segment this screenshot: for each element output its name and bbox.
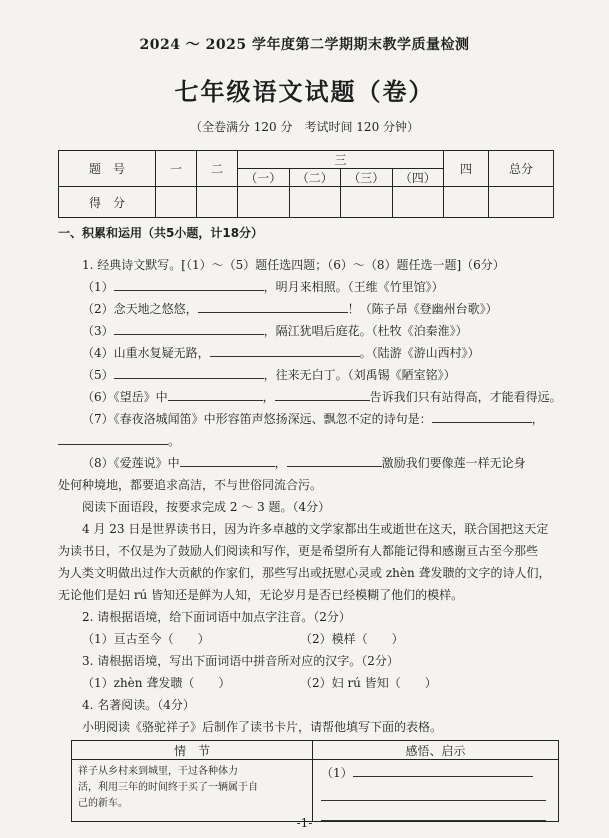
answer-blank[interactable] xyxy=(353,765,533,777)
item-text: 激励我们要像莲一样无论身 xyxy=(381,456,526,470)
item-text: （3） xyxy=(82,324,114,338)
answer-blank[interactable] xyxy=(198,301,348,313)
answer-blank[interactable] xyxy=(58,433,168,445)
q1-item xyxy=(82,454,582,471)
item-text: ， xyxy=(531,412,544,426)
item-text: （7）《春夜洛城闻笛》中形容笛声悠扬深远、飘忽不定的诗句是： xyxy=(82,412,432,426)
exam-subtitle: 七年级语文试题（卷） xyxy=(174,77,435,106)
col-plot-header: 情 节 xyxy=(72,741,313,760)
score-col-2: 二 xyxy=(197,151,238,187)
score-cell[interactable] xyxy=(341,187,393,218)
item-text: （8）《爱莲说》中 xyxy=(82,456,180,470)
plot-line: 活，利用三年的时间终于买了一辆属于自 xyxy=(78,782,258,793)
plot-line: 祥子从乡村来到城里，干过各种体力 xyxy=(78,766,238,777)
item-text: ，明月来相照。（王维《竹里馆》） xyxy=(263,280,444,294)
q2-stem: 2. 请根据语境，给下面词语中加点字注音。（2分） xyxy=(82,610,351,624)
item-text: （1） xyxy=(82,280,114,294)
exam-note: （全卷满分 120 分 考试时间 120 分钟） xyxy=(189,120,420,134)
passage-line: 为读书日，不仅是为了鼓励人们阅读和写作，更是希望所有人都能记得和感谢亘古至今那些 xyxy=(58,544,539,558)
q1-item xyxy=(82,300,582,317)
answer-blank[interactable] xyxy=(114,367,264,379)
score-col-3-sub: （四） xyxy=(392,169,444,187)
q1-item xyxy=(82,388,582,405)
page-number: -1- xyxy=(296,816,313,830)
q1-item-cont: 处何种境地，都要追求高洁，不与世俗同流合污。 xyxy=(58,478,323,492)
passage-intro: 阅读下面语段，按要求完成 2 ～ 3 题。（4分） xyxy=(82,500,331,514)
score-cell[interactable] xyxy=(289,187,341,218)
q1-item xyxy=(82,278,582,295)
item-text: ，隔江犹唱后庭花。（杜牧《泊秦淮》） xyxy=(263,324,468,338)
q4-stem: 4. 名著阅读。（4分） xyxy=(82,698,195,712)
q1-stem: 1. 经典诗文默写。[（1）～（5）题任选四题；（6）～（8）题任选一题]（6分） xyxy=(82,258,505,272)
q3-answer-a[interactable]: （1）zhèn 聋发聩（ ） xyxy=(82,676,231,690)
passage-line: 4 月 23 日是世界读书日，因为许多卓越的文学家都出生或逝世在这天，联合国把这天定 xyxy=(82,522,549,536)
score-col-3-sub: （一） xyxy=(238,169,290,187)
score-col-3-sub: （二） xyxy=(289,169,341,187)
score-col-1: 一 xyxy=(156,151,197,187)
item-text: （6）《望岳》中 xyxy=(82,390,168,404)
reading-card-table xyxy=(71,740,559,822)
q3-stem: 3. 请根据语境，写出下面词语中拼音所对应的汉字。（2分） xyxy=(82,654,399,668)
item-text: 。 xyxy=(168,434,181,448)
answer-blank[interactable] xyxy=(210,345,360,357)
answer-blank[interactable] xyxy=(168,389,263,401)
passage-line: 为人类文明做出过作大贡献的作家们，那些写出或抚慰心灵或 zhèn 聋发聩的文字的诗人们， xyxy=(58,566,551,580)
plot-line: 己的新车。 xyxy=(78,798,128,809)
q1-item xyxy=(82,410,582,427)
q4-intro: 小明阅读《骆驼祥子》后制作了读书卡片，请帮他填写下面的表格。 xyxy=(82,720,443,734)
score-cell[interactable] xyxy=(489,187,554,218)
answer-blank[interactable] xyxy=(432,411,532,423)
score-cell[interactable] xyxy=(197,187,238,218)
plot-cell xyxy=(72,760,313,822)
answer-blank[interactable] xyxy=(114,279,264,291)
q2-answer-a[interactable]: （1）亘古至今（ ） xyxy=(82,632,210,646)
score-row2-label: 得 分 xyxy=(59,187,156,218)
item-text: 。（陆游《游山西村》） xyxy=(359,346,480,360)
answer-blank[interactable] xyxy=(180,455,275,467)
score-col-total: 总分 xyxy=(489,151,554,187)
col-insight-header: 感悟、启示 xyxy=(313,741,559,760)
q1-item xyxy=(58,432,558,449)
q1-item xyxy=(82,322,582,339)
answer-label: （1） xyxy=(321,766,353,780)
score-col-4: 四 xyxy=(444,151,489,187)
score-cell[interactable] xyxy=(444,187,489,218)
insight-cell[interactable] xyxy=(313,760,559,822)
item-text: ， xyxy=(274,456,287,470)
item-text: （4）山重水复疑无路， xyxy=(82,346,210,360)
section-heading: 一、积累和运用（共5小题，计18分） xyxy=(58,226,264,240)
q1-item xyxy=(82,366,582,383)
score-table xyxy=(58,150,554,218)
item-text: ， xyxy=(262,390,275,404)
item-text: 告诉我们只有站得高，才能看得远。 xyxy=(369,390,562,404)
score-cell[interactable] xyxy=(392,187,444,218)
item-text: ！（陈子昂《登幽州台歌》） xyxy=(347,302,498,316)
item-text: （2）念天地之悠悠， xyxy=(82,302,198,316)
score-cell[interactable] xyxy=(238,187,290,218)
item-text: ，往来无白丁。（刘禹锡《陋室铭》） xyxy=(263,368,456,382)
score-col-3: 三 xyxy=(238,151,444,169)
answer-blank[interactable] xyxy=(287,455,382,467)
answer-blank[interactable] xyxy=(275,389,370,401)
answer-blank[interactable] xyxy=(321,789,546,801)
passage-line: 无论他们是妇 rú 皆知还是鲜为人知，无论岁月是否已经模糊了他们的模样。 xyxy=(58,588,464,602)
item-text: （5） xyxy=(82,368,114,382)
q2-answer-b[interactable]: （2）模样（ ） xyxy=(300,632,404,646)
q1-item xyxy=(82,344,582,361)
score-cell[interactable] xyxy=(156,187,197,218)
score-col-3-sub: （三） xyxy=(341,169,393,187)
exam-title: 2024 ～ 2025 学年度第二学期期末教学质量检测 xyxy=(139,37,470,53)
q3-answer-b[interactable]: （2）妇 rú 皆知（ ） xyxy=(300,676,437,690)
score-row-label: 题 号 xyxy=(59,151,156,187)
answer-blank[interactable] xyxy=(114,323,264,335)
